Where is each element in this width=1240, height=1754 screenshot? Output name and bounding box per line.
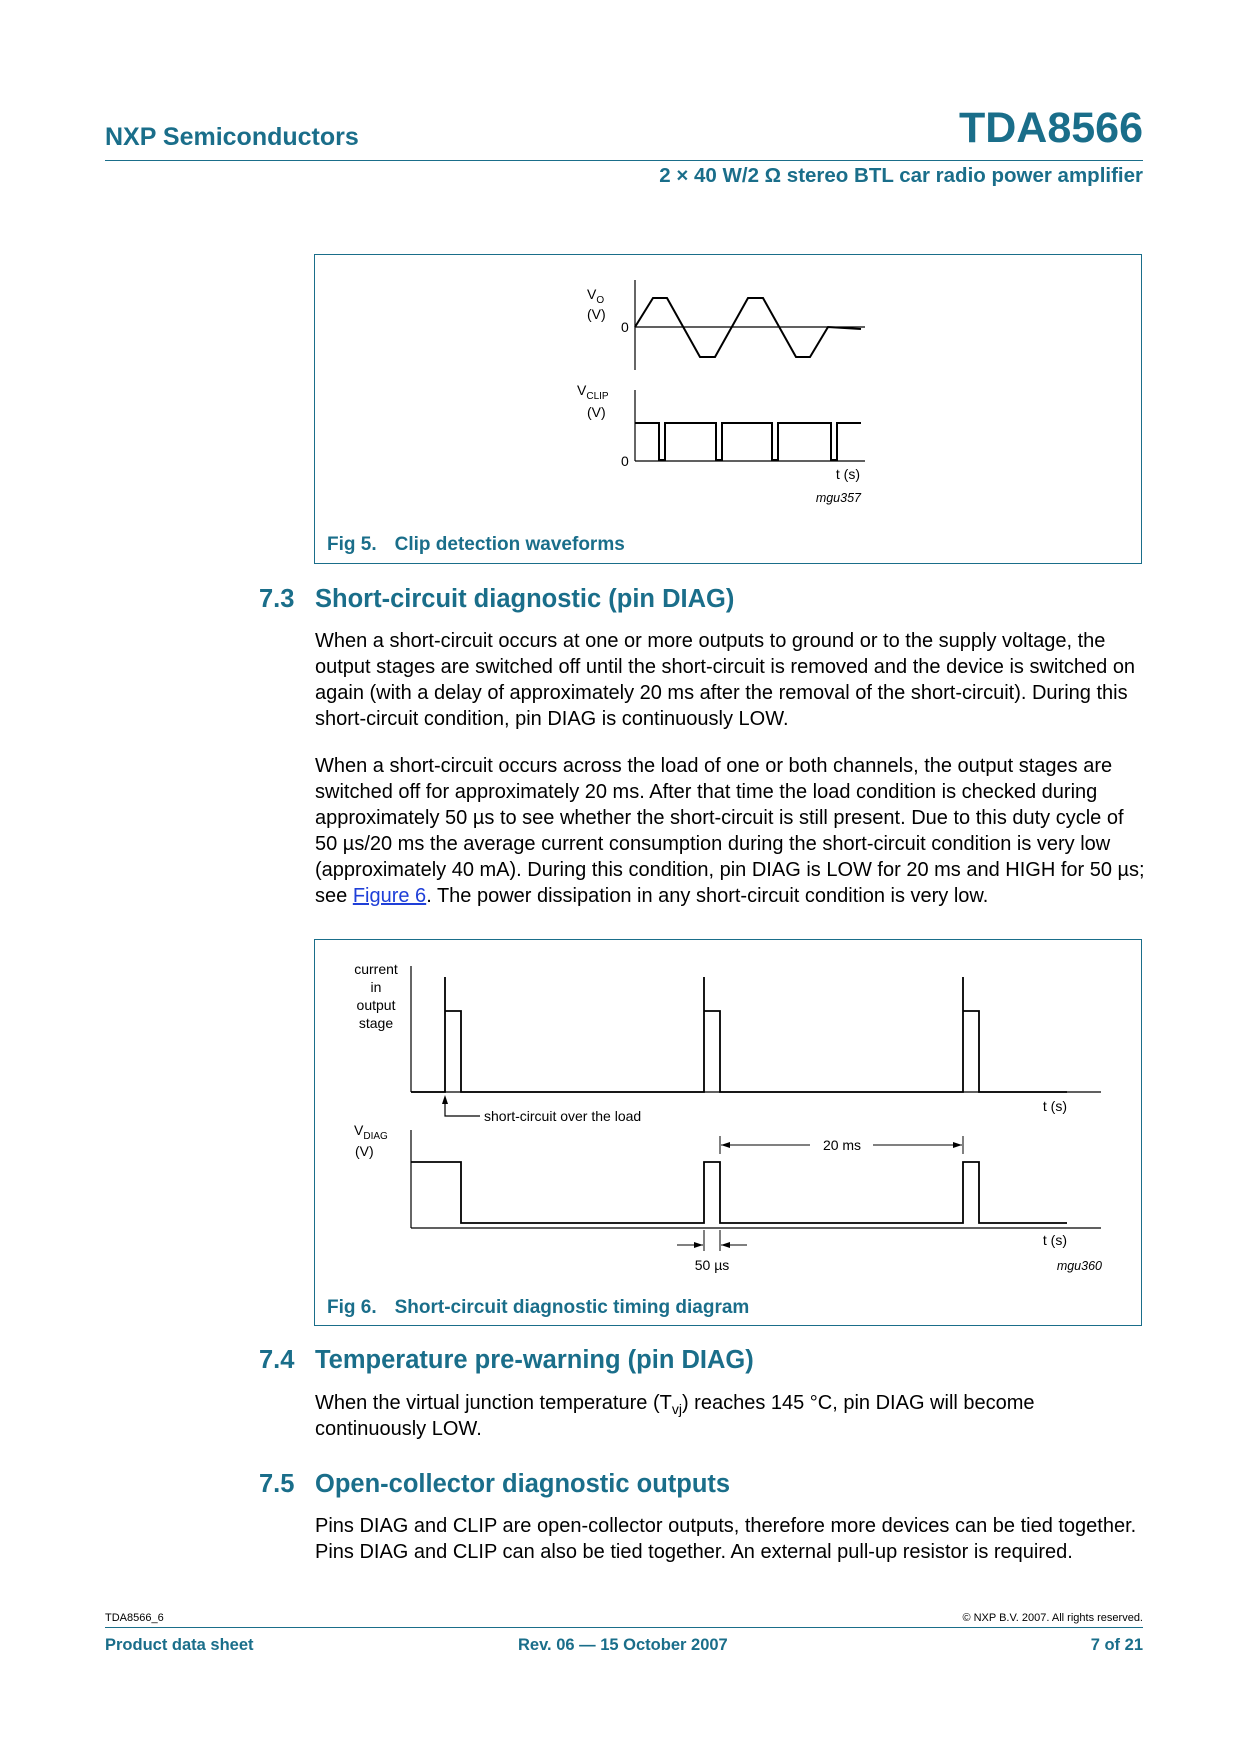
section-7-3-paragraph-1: When a short-circuit occurs at one or more outputs to ground or to the supply voltage, the output stages are switched off until the short-circuit is removed and the device is switched on again (with a delay of approximately 20 ms after the removal of the short-circuit). During this short-circuit condition, pin DIAG is continuously LOW. bbox=[315, 630, 1136, 730]
pulse-arrow-left bbox=[694, 1242, 703, 1248]
section-number: 7.5 bbox=[259, 1470, 295, 1498]
vclip-zero-label: 0 bbox=[621, 453, 629, 469]
section-number: 7.3 bbox=[259, 585, 295, 613]
footer-document-id: TDA8566_6 bbox=[105, 1612, 164, 1624]
time-axis-label-top: t (s) bbox=[1042, 1098, 1067, 1114]
section-7-5-paragraph: Pins DIAG and CLIP are open-collector outputs, therefore more devices can be tied together. Pins DIAG and CLIP can also be tied together. An external pull-up resistor is required. bbox=[315, 1515, 1137, 1563]
current-waveform bbox=[411, 977, 1067, 1092]
current-label-line-3: output bbox=[356, 997, 396, 1013]
figure-6-link[interactable]: Figure 6 bbox=[352, 885, 427, 907]
timing-diagram bbox=[315, 940, 1143, 1327]
section-7-3-paragraph-2: When a short-circuit occurs across the load of one or both channels, the output stages are switched off for approximately 20 ms. After that time the load condition is checked during approximately 50 µs to see whether the short-circuit is still present. Due to this duty cycle of 50 µs/20 ms the average current consumption during the short-circuit condition is very low (approximately 40 mA). During this condition, pin DIAG is LOW for 20 ms and HIGH for 50 µs; see Figure 6. The power dissipation in any short-circuit condition is very low. bbox=[315, 755, 1145, 907]
footer-revision: Rev. 06 — 15 October 2007 bbox=[518, 1636, 728, 1654]
section-title: Temperature pre-warning (pin DIAG) bbox=[315, 1346, 754, 1374]
section-number: 7.4 bbox=[259, 1346, 295, 1374]
vdiag-unit: (V) bbox=[355, 1143, 374, 1159]
caption-number: Fig 5. bbox=[327, 534, 377, 555]
figure-code: mgu357 bbox=[815, 491, 861, 505]
vclip-waveform bbox=[635, 423, 861, 460]
header-rule bbox=[105, 160, 1143, 161]
section-7-4-heading bbox=[259, 1346, 754, 1375]
section-7-3-heading bbox=[259, 585, 734, 614]
vclip-label: $V_{CLIP}$ bbox=[577, 382, 609, 402]
footer-document-type: Product data sheet bbox=[105, 1636, 254, 1654]
section-7-5-heading bbox=[259, 1470, 730, 1499]
period-arrow-right bbox=[953, 1142, 962, 1148]
current-label-line-2: in bbox=[370, 979, 382, 995]
vo-label: $V_O$ bbox=[587, 286, 605, 306]
section-title: Short-circuit diagnostic (pin DIAG) bbox=[315, 585, 735, 613]
pulse-arrow-right bbox=[721, 1242, 730, 1248]
vdiag-label: $V_{DIAG}$ bbox=[354, 1122, 388, 1142]
time-axis-label-bottom: t (s) bbox=[1042, 1232, 1067, 1248]
time-axis-label: t (s) bbox=[835, 466, 860, 482]
caption-text: Short-circuit diagnostic timing diagram bbox=[394, 1297, 750, 1318]
period-label: 20 ms bbox=[822, 1137, 862, 1153]
figure-6-caption bbox=[327, 1297, 749, 1319]
figure-6 bbox=[314, 939, 1142, 1326]
short-circuit-arrow-head bbox=[442, 1095, 448, 1104]
current-label-line-1: current bbox=[354, 961, 398, 977]
pulse-label: 50 µs bbox=[694, 1257, 730, 1273]
product-title: TDA8566 bbox=[958, 104, 1143, 152]
company-name: NXP Semiconductors bbox=[105, 123, 359, 151]
vo-zero-label: 0 bbox=[621, 319, 629, 335]
section-7-4-paragraph: When the virtual junction temperature $(T_{vj})$ reaches 145 °C, pin DIAG will become continuously LOW. bbox=[315, 1392, 1035, 1440]
figure-code: mgu360 bbox=[1056, 1259, 1102, 1273]
figure-5-caption bbox=[327, 534, 625, 556]
period-arrow-left bbox=[721, 1142, 730, 1148]
vo-unit: (V) bbox=[587, 306, 606, 322]
clip-waveforms-diagram bbox=[315, 255, 1143, 565]
short-circuit-label: short-circuit over the load bbox=[484, 1108, 642, 1124]
current-label-line-4: stage bbox=[358, 1015, 394, 1031]
vclip-unit: (V) bbox=[587, 404, 606, 420]
caption-text: Clip detection waveforms bbox=[394, 534, 625, 555]
footer-rule bbox=[105, 1627, 1143, 1628]
short-circuit-pointer bbox=[445, 1104, 480, 1116]
figure-5 bbox=[314, 254, 1142, 564]
section-title: Open-collector diagnostic outputs bbox=[315, 1470, 731, 1498]
footer-page-number: 7 of 21 bbox=[1090, 1636, 1143, 1654]
product-subtitle: 2 × 40 W/2 Ω stereo BTL car radio power amplifier bbox=[659, 164, 1143, 187]
vdiag-waveform bbox=[411, 1162, 1067, 1223]
caption-number: Fig 6. bbox=[327, 1297, 377, 1318]
footer-copyright: © NXP B.V. 2007. All rights reserved. bbox=[962, 1612, 1143, 1624]
